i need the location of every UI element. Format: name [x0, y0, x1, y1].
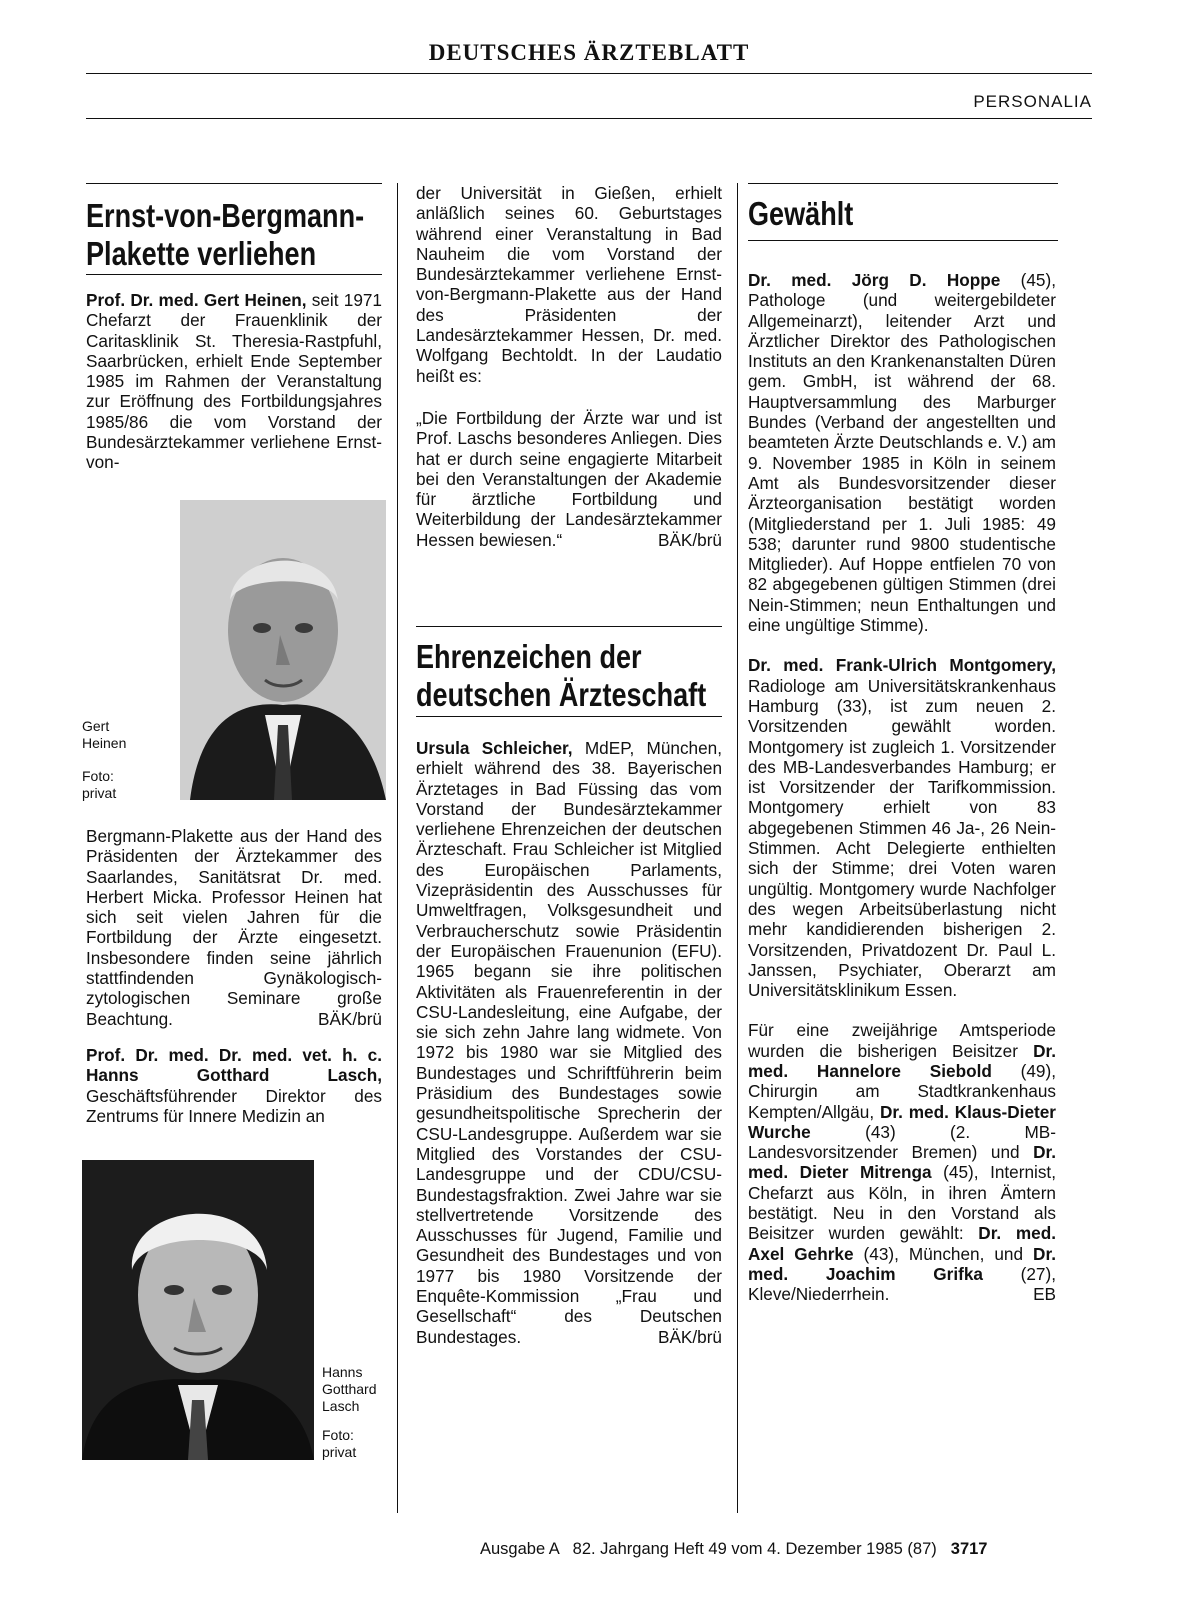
caption-name: Hanns Gotthard Lasch — [322, 1364, 377, 1414]
column-divider-1 — [397, 183, 398, 1513]
photo-caption-lasch — [322, 1364, 392, 1461]
paragraph-text: Geschäftsführender Direktor des Zentrums für Innere Medizin an — [86, 1085, 382, 1126]
edition-info: Ausgabe A 82. Jahrgang Heft 49 vom 4. Dezember 1985 (87) — [480, 1540, 937, 1558]
paragraph-text: (45), Internist, Chefarzt aus Köln, in ihren Ämtern bestätigt. Neu in den Vorstand als Beisitzer wurden gewählt: — [748, 1162, 1056, 1244]
caption-credit: Foto: privat — [82, 768, 117, 801]
paragraph-text: Radiologe am Universitätskrankenhaus Hamburg (33), ist zum neuen 2. Vorsitzenden gewählt worden. Montgomery ist zugleich 1. Vorsitzender des MB-Landesverbandes Hamburg; er ist Vorsitzender der Tarifkommission. Montgomery erhielt von 83 abgegebenen Stimmen 46 Ja-, 26 Nein-Stimmen. Acht Delegierte enthielten sich der Stimme; drei Voten waren ungültig. Montgomery wurde Nachfolger des wegen Arbeitsüberlastung nicht mehr kandidierenden bisherigen 2. Vorsitzenden, Privatdozent Dr. Paul L. Janssen, Psychiater, Oberarzt am Universitätsklinikum Essen. — [748, 675, 1056, 1001]
headline-line-1: Ernst-von-Bergmann- — [86, 197, 365, 234]
paragraph-text: MdEP, München, erhielt während des 38. Bayerischen Ärztetages in Bad Füssing das vom Vorstand der Bundesärztekammer verliehene Ehrenzeichen der deutschen Ärzteschaft. Frau Schleicher ist Mitglied des Europäischen Parlaments, Vizepräsidentin des Ausschusses für Umweltfragen, Volksgesundheit und Verbraucherschutz sowie Präsidentin der Europäischen Frauenunion (EFU). 1965 begann sie ihre politischen Aktivitäten als Frauenreferentin in der CSU-Landesleitung, eine Aufgabe, der sie sich zehn Jahre lang widmete. Von 1972 bis 1980 war sie Mitglied des Bundestages und Schriftführerin beim Präsidium des Bundestages sowie gesundheitspolitische Sprecherin der CSU-Landesgruppe. Außerdem war sie Mitglied des Vorstandes der CSU-Landesgruppe und der CDU/CSU-Bundestagsfraktion. Zwei Jahre war sie stellvertretende Vorsitzende des Ausschusses für Jugend, Familie und Gesundheit des Bundestages und von 1977 bis 1980 Vorsitzende der Enquête-Kommission „Frau und Gesellschaft“ des Deutschen Bundestages. — [416, 738, 722, 1347]
col3-headline-rule-bottom — [748, 240, 1058, 241]
page-number: 3717 — [950, 1540, 988, 1558]
paragraph-text: seit 1971 Chefarzt der Frauenklinik der Caritasklinik St. Theresia-Rastpfuhl, Saarbrücken, erhielt Ende September 1985 im Rahmen der Veranstaltung zur Eröffnung des Fortbildungsjahres 1985/86 die vom Vorstand der Bundesärztekammer verliehene Ernst-von- — [86, 290, 382, 473]
person-name: Dr. med. Klaus-Dieter Wurche — [748, 1101, 1056, 1142]
col2-headline-rule-top — [416, 626, 722, 627]
paragraph — [416, 183, 722, 386]
paragraph-text: (43) (2. MB-Landesvorsitzender Bremen) und — [748, 1121, 1056, 1163]
col1-headline-rule-bottom — [86, 274, 382, 275]
paragraph-text: Für eine zweijährige Amtsperiode wurden die bisherigen Beisitzer — [748, 1020, 1056, 1061]
photo-hanns-lasch — [82, 1160, 314, 1460]
person-name: Prof. Dr. med. Dr. med. vet. h. c. Hanns Gotthard Lasch, — [86, 1044, 382, 1086]
signature: BÄK/brü — [657, 1326, 722, 1347]
signature: EB — [1033, 1284, 1056, 1305]
paragraph — [748, 270, 1056, 635]
col1-headline-rule-top — [86, 183, 382, 184]
col1-article-top — [86, 290, 382, 473]
col3-headline-rule-top — [748, 183, 1058, 184]
caption-credit: Foto: privat — [322, 1427, 357, 1460]
portrait-image — [180, 500, 386, 800]
photo-caption-heinen — [82, 718, 142, 802]
caption-name: Gert Heinen — [82, 718, 127, 751]
col2-article-bottom — [416, 738, 722, 1347]
paragraph-text: (49), Chirurgin am Stadtkrankenhaus Kempten/Allgäu, — [748, 1060, 1056, 1122]
col3-article — [748, 270, 1056, 1305]
person-name: Dr. med. Joachim Grifka — [748, 1243, 1056, 1284]
page-footer — [480, 1540, 988, 1559]
signature: BÄK/brü — [657, 529, 722, 550]
headline-line-1: Ehrenzeichen der — [416, 638, 642, 675]
paragraph-text: (45), Pathologe (und weitergebildeter Allgemeinarzt), leitender Arzt und Ärztlicher Direktor des Pathologischen Instituts an den Krankenanstalten Düren gem. GmbH, ist während der 68. Hauptversammlung des Marburger Bundes (Verband der angestellten und beamteten Ärzte Deutschlands e. V.) am 9. November 1985 in Köln in seinem Amt als Bundesvorsitzender dieser Ärzteorganisation bestätigt worden (Mitgliederstand per 1. Juli 1985: 49 538; darunter rund 9800 studentische Mitglieder). Auf Hoppe entfielen 70 von 82 abgegebenen gültigen Stimmen (drei Nein-Stimmen; neun Enthaltungen und eine ungültige Stimme). — [748, 270, 1056, 636]
paragraph-text: der Universität in Gießen, erhielt anläßlich seines 60. Geburtstages während einer Veranstaltung in Bad Nauheim die vom Vorstand der Bundesärztekammer verliehene Ernst-von-Bergmann-Plakette aus der Hand des Präsidenten der Landesärztekammer Hessen, Dr. med. Wolfgang Bechtoldt. In der Laudatio heißt es: — [416, 183, 722, 386]
paragraph-text: Bergmann-Plakette aus der Hand des Präsidenten der Ärztekammer des Saarlandes, Sanitätsrat Dr. med. Herbert Micka. Professor Heinen hat sich seit vielen Jahren für die Fortbildung der Ärzte eingesetzt. Insbesondere finden seine jährlich stattfindenden Gynäkologisch-zytologischen Seminare große Beachtung. — [86, 826, 382, 1029]
person-name: Dr. med. Jörg D. Hoppe — [748, 270, 1001, 290]
person-name: Prof. Dr. med. Gert Heinen, — [86, 290, 307, 310]
headline-line-2: deutschen Ärzteschaft — [416, 676, 707, 713]
photo-gert-heinen — [180, 500, 386, 800]
paragraph — [86, 1045, 382, 1126]
person-name: Dr. med. Frank-Ulrich Montgomery, — [748, 655, 1056, 676]
person-name: Ursula Schleicher, — [416, 738, 573, 758]
paragraph — [86, 826, 382, 1029]
portrait-image — [82, 1160, 314, 1460]
person-name: Dr. med. Axel Gehrke — [748, 1223, 1056, 1264]
col2-article-top — [416, 183, 722, 550]
paragraph — [86, 290, 382, 473]
col2-headline-rule-bottom — [416, 716, 722, 717]
person-name: Dr. med. Hannelore Siebold — [748, 1040, 1056, 1081]
paragraph — [748, 655, 1056, 1000]
paragraph-text: (27), Kleve/Niederrhein. — [748, 1263, 1056, 1305]
col3-headline — [748, 195, 1058, 233]
signature: BÄK/brü — [317, 1008, 382, 1029]
headline-line-1: Gewählt — [748, 195, 854, 232]
masthead-rule — [86, 73, 1092, 74]
paragraph-text: (43), München, und — [853, 1243, 1034, 1264]
col1-headline — [86, 197, 386, 273]
section-rule — [86, 118, 1092, 119]
masthead: DEUTSCHES ÄRZTEBLATT — [428, 40, 750, 65]
headline-line-2: Plakette verliehen — [86, 235, 317, 272]
col1-article-continued — [86, 826, 382, 1126]
person-name: Dr. med. Dieter Mitrenga — [748, 1142, 1056, 1183]
col2-headline — [416, 638, 722, 714]
paragraph — [416, 408, 722, 550]
paragraph-text: „Die Fortbildung der Ärzte war und ist Prof. Laschs besonderes Anliegen. Dies hat er durch seine engagierte Mitarbeit bei den Veranstaltungen der Akademie für ärztliche Fortbildung und Weiterbildung der Landesärztekammer Hessen bewiesen.“ — [416, 407, 722, 550]
section-label: PERSONALIA — [973, 92, 1092, 111]
paragraph — [416, 738, 722, 1347]
paragraph — [748, 1020, 1056, 1304]
column-divider-2 — [737, 183, 738, 1513]
